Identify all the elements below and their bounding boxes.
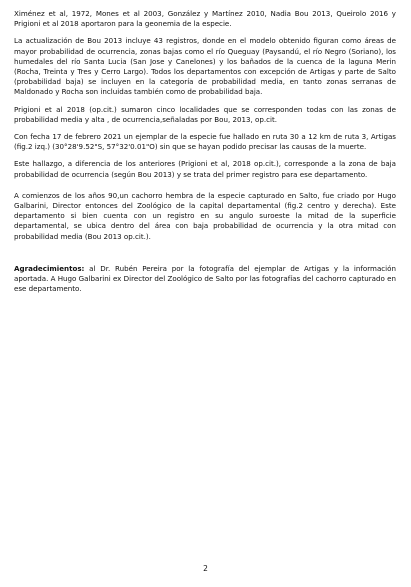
acknowledgements-text: al Dr. Rubén Pereira por la fotografía del ejemplar de Artigas y la información aportada. A Hugo Galbarini ex Director del Zoológico de Salto por las fotografías del cachorro capturado en ese departamento. bbox=[14, 263, 396, 294]
acknowledgements-label: Agradecimientos: bbox=[14, 263, 85, 273]
paragraph-bou-2013: La actualización de Bou 2013 incluye 43 registros, donde en el modelo obtenido figuran como áreas de mayor probabilidad de ocurrencia, zonas bajas como el río Queguay (Paysandú, el río Negro (Soriano), los humedales del río Santa Lucia (San Jose y Canelones) y los bañados de la cuenca de la laguna Merin (Rocha, Treinta y Tres y Cerro Largo). Todos los departamentos con excepción de Artigas y parte de Salto (probabilidad baja) se incluyen en la categoría de probabilidad media, en tanto zonas serranas de Maldonado y Rocha son incluidas también como de probabilidad baja. bbox=[14, 36, 396, 97]
paragraph-acknowledgements bbox=[14, 264, 396, 295]
paragraph-hallazgo-fecha: Con fecha 17 de febrero 2021 un ejemplar de la especie fue hallado en ruta 30 a 12 km de ruta 3, Artigas (fig.2 izq.) (30°28'9.52"S, 57°32'0.01"O) sin que se hayan podido precisar las causas de la muerte. bbox=[14, 132, 396, 152]
paragraph-cachorro-salto: A comienzos de los años 90,un cachorro hembra de la especie capturado en Salto, fue criado por Hugo Galbarini, Director entonces del Zoológico de la capital departamental (fig.2 centro y derecha). Este departamento si bien cuenta con un registro en su angulo suroeste la mitad de la superficie departamental, se ubica dentro del área con baja probabilidad de ocurrencia y la otra mitad con probabilidad media (Bou 2013 op.cit.). bbox=[14, 190, 396, 241]
paragraph-prigioni-2018: Prigioni et al 2018 (op.cit.) sumaron cinco localidades que se corresponden todas con las zonas de probabilidad media y alta , de ocurrencia,señaladas por Bou, 2013, op.cit. bbox=[14, 104, 396, 124]
page-number: 2 bbox=[203, 564, 208, 573]
paragraph-geonemia: Ximénez et al, 1972, Mones et al 2003, González y Martínez 2010, Nadia Bou 2013, Queirolo 2016 y Prigioni et al 2018 aportaron para la geonemia de la especie. bbox=[14, 9, 396, 29]
paragraph-hallazgo-zona: Este hallazgo, a diferencia de los anteriores (Prigioni et al, 2018 op.cit.), corresponde a la zona de baja probabilidad de ocurrencia (según Bou 2013) y se trata del primer registro para ese departamento. bbox=[14, 159, 396, 179]
document-body bbox=[14, 9, 396, 294]
